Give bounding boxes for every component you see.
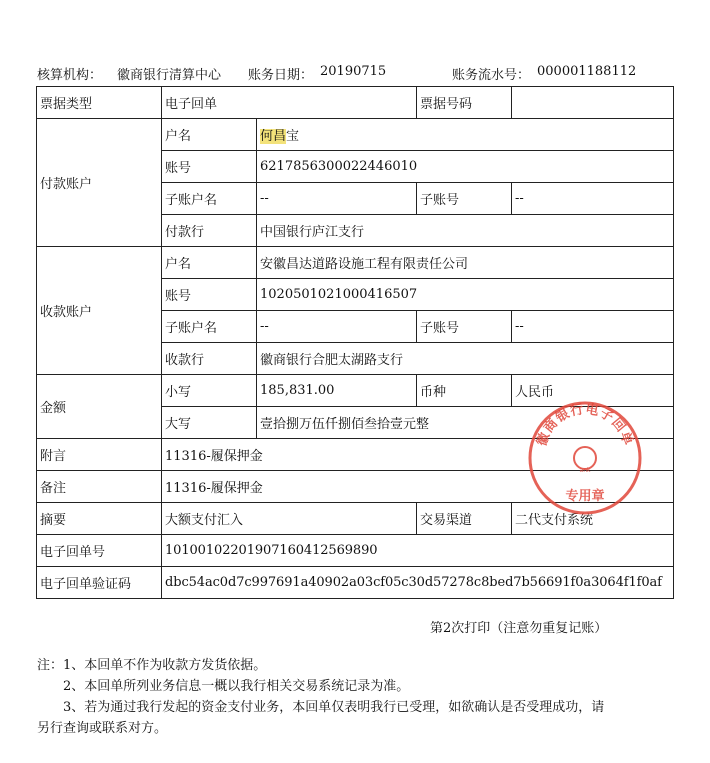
verify-code-value: dbc54ac0d7c997691a40902a03cf05c30d57278c8bed7b56691f0a3064f1f0af <box>162 567 674 599</box>
org-label: 核算机构： <box>37 68 103 83</box>
footnote-line: 注：1、本回单不作为收款方发货依据。 <box>37 658 267 673</box>
summary-label: 摘要 <box>37 503 162 535</box>
payer-name-highlight: 何昌 <box>260 129 287 144</box>
payee-sub-no-label: 子账号 <box>417 311 512 343</box>
serial-value: 000001188112 <box>537 64 637 79</box>
org-value: 徽商银行清算中心 <box>117 68 222 83</box>
ticket-type-value: 电子回单 <box>162 87 417 119</box>
payer-account-label: 账号 <box>162 151 257 183</box>
payer-sub-no-label: 子账号 <box>417 183 512 215</box>
currency-value: 人民币 <box>512 375 674 407</box>
footnote-line: 2、本回单所列业务信息一概以我行相关交易系统记录为准。 <box>63 679 410 694</box>
table-row <box>37 87 674 119</box>
print-count-note: 第2次打印（注意勿重复记账） <box>430 621 608 636</box>
payer-name-label: 户名 <box>162 119 257 151</box>
currency-label: 币种 <box>417 375 512 407</box>
ticket-type-label: 票据类型 <box>37 87 162 119</box>
payee-bank-label: 收款行 <box>162 343 257 375</box>
bank-seal-stamp <box>527 400 643 516</box>
amount-lower-label: 小写 <box>162 375 257 407</box>
receipt-table <box>36 86 674 599</box>
note-value: 11316-履保押金 <box>162 439 674 471</box>
payer-name-value <box>257 119 674 151</box>
seal-logo-icon <box>574 447 596 469</box>
payee-account-value: 1020501021000416507 <box>257 279 674 311</box>
payee-sub-name-label: 子账户名 <box>162 311 257 343</box>
seal-logo-text: ank <box>579 467 591 474</box>
receipt-no-label: 电子回单号 <box>37 535 162 567</box>
note-label: 附言 <box>37 439 162 471</box>
footnote-line: 3、若为通过我行发起的资金支付业务，本回单仅表明我行已受理，如欲确认是否受理成功，请 <box>63 700 605 715</box>
svg-text:徽商银行电子回单 <box>534 401 637 448</box>
payer-account-value: 6217856300022446010 <box>257 151 674 183</box>
amount-upper-value: 壹拾捌万伍仟捌佰叁拾壹元整 <box>257 407 674 439</box>
amount-section-label: 金额 <box>37 375 162 439</box>
payee-sub-name-value: -- <box>257 311 417 343</box>
verify-code-label: 电子回单验证码 <box>37 567 162 599</box>
ticket-no-value <box>512 87 674 119</box>
receipt-header <box>37 64 677 82</box>
payee-account-label: 账号 <box>162 279 257 311</box>
seal-arc-text: 徽商银行电子回单 <box>534 402 636 449</box>
payee-section-label: 收款账户 <box>37 247 162 375</box>
payer-name-rest: 宝 <box>286 129 300 144</box>
seal-center-text: 专用章 <box>565 489 605 504</box>
table-row <box>37 535 674 567</box>
payee-sub-no-value: -- <box>512 311 674 343</box>
serial-label: 账务流水号： <box>452 68 531 83</box>
receipt-no-value: 101001022019071604125698​90 <box>162 535 674 567</box>
payee-bank-value: 徽商银行合肥太湖路支行 <box>257 343 674 375</box>
summary-value: 大额支付汇入 <box>162 503 417 535</box>
table-row <box>37 247 674 279</box>
payer-sub-name-label: 子账户名 <box>162 183 257 215</box>
ticket-no-label: 票据号码 <box>417 87 512 119</box>
date-label: 账务日期： <box>248 68 314 83</box>
payee-name-value: 安徽昌达道路设施工程有限责任公司 <box>257 247 674 279</box>
payer-sub-name-value: -- <box>257 183 417 215</box>
payer-bank-label: 付款行 <box>162 215 257 247</box>
date-value: 20190715 <box>320 64 387 79</box>
payer-bank-value: 中国银行庐江支行 <box>257 215 674 247</box>
channel-value: 二代支付系统 <box>512 503 674 535</box>
table-row <box>37 119 674 151</box>
footnote-line: 另行查询或联系对方。 <box>37 721 168 736</box>
payee-name-label: 户名 <box>162 247 257 279</box>
amount-lower-value: 185,831.00 <box>257 375 417 407</box>
amount-upper-label: 大写 <box>162 407 257 439</box>
remark-label: 备注 <box>37 471 162 503</box>
footnotes <box>37 655 677 739</box>
payer-section-label: 付款账户 <box>37 119 162 247</box>
payer-sub-no-value: -- <box>512 183 674 215</box>
channel-label: 交易渠道 <box>417 503 512 535</box>
table-row <box>37 567 674 599</box>
remark-value: 11316-履保押金 <box>162 471 674 503</box>
